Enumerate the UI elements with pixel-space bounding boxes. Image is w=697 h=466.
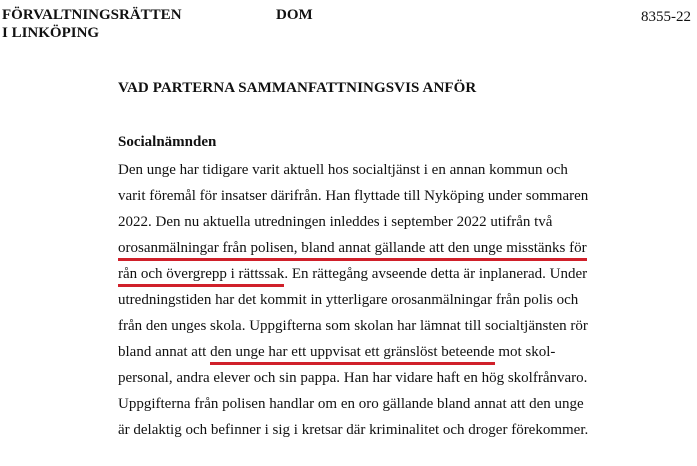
body-line: Den unge har tidigare varit aktuell hos socialtjänst i en annan kommun och: [118, 162, 568, 178]
body-line: [118, 239, 638, 265]
court-name: [2, 6, 182, 42]
body-line: [118, 265, 638, 291]
body-line: utredningstiden har det kommit in ytterligare orosanmälningar från polis och: [118, 292, 579, 308]
body-text-segment: mot skol-: [494, 344, 556, 360]
body-line: Uppgifterna från polisen handlar om en oro gällande bland annat att den unge: [118, 396, 584, 412]
highlighted-phrase: den unge har ett uppvisat ett gränslöst beteende: [210, 344, 495, 365]
court-name-line2: I LINKÖPING: [2, 25, 100, 41]
body-line: [118, 343, 638, 369]
body-line: från den unges skola. Uppgifterna som skolan har lämnat till socialtjänsten rör: [118, 318, 588, 334]
body-text-segment: . En rättegång avseende detta är inplanerad. Under: [284, 266, 588, 282]
highlighted-phrase: orosanmälningar från polisen, bland annat gällande att den unge misstänks för: [118, 240, 587, 261]
court-name-line1: FÖRVALTNINGSRÄTTEN: [2, 7, 182, 23]
body-line: 2022. Den nu aktuella utredningen inleddes i september 2022 utifrån två: [118, 214, 553, 230]
body-line: varit föremål för insatser därifrån. Han flyttade till Nyköping under sommaren: [118, 188, 589, 204]
document-type: DOM: [276, 7, 313, 23]
body-line: personal, andra elever och sin pappa. Han har vidare haft en hög skolfrånvaro.: [118, 370, 588, 386]
body-text: [118, 161, 638, 447]
section-subheading: Socialnämnden: [118, 134, 217, 150]
highlighted-phrase: rån och övergrepp i rättssak: [118, 266, 284, 287]
body-line: är delaktig och befinner i sig i kretsar där kriminalitet och droger förekommer.: [118, 422, 589, 438]
case-number: 8355-22: [641, 9, 691, 25]
body-text-segment: bland annat att: [118, 344, 211, 360]
section-title: VAD PARTERNA SAMMANFATTNINGSVIS ANFÖR: [118, 80, 477, 96]
